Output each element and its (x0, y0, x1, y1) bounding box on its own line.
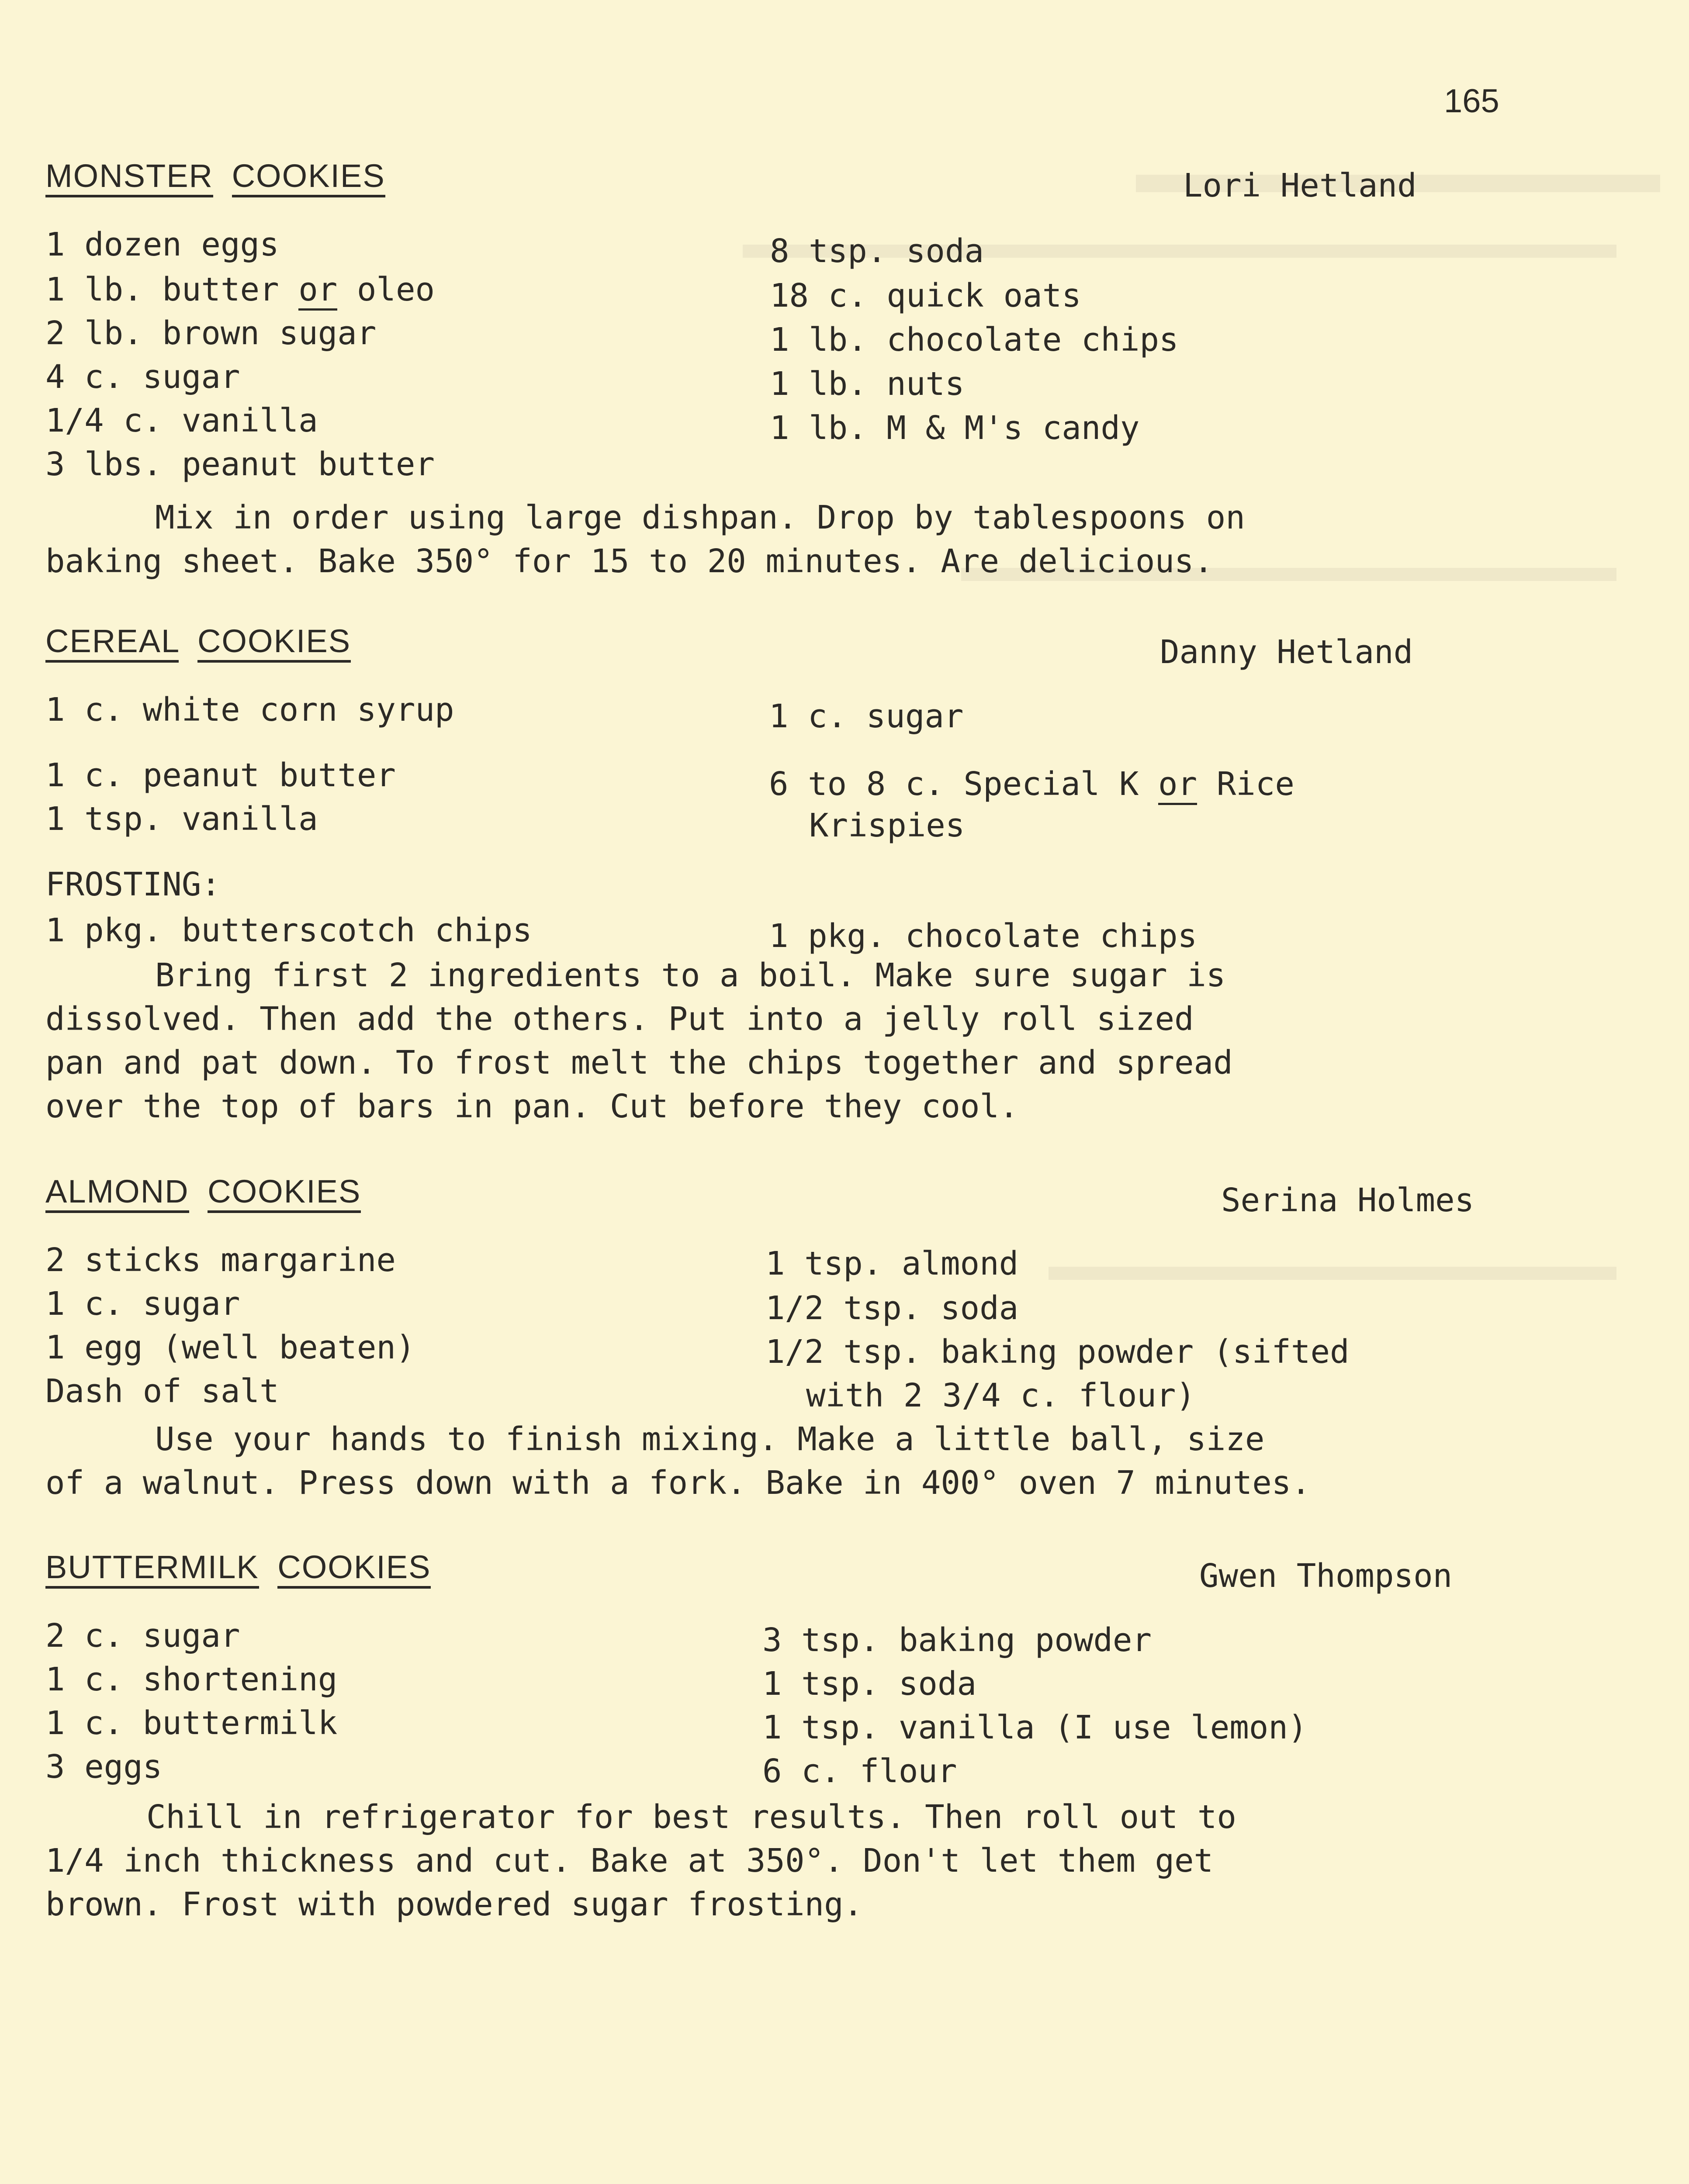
instruction-line: of a walnut. Press down with a fork. Bake in 400° oven 7 minutes. (45, 1464, 1311, 1502)
ingredient: with 2 3/4 c. flour) (806, 1377, 1196, 1414)
recipe-author: Serina Holmes (1221, 1182, 1474, 1219)
ingredient: 1 tsp. vanilla (45, 800, 318, 838)
ingredient: 1/2 tsp. baking powder (sifted (765, 1333, 1350, 1371)
ingredient: 3 eggs (45, 1748, 163, 1786)
instruction-line: dissolved. Then add the others. Put into a jelly roll sized (45, 1000, 1194, 1038)
instruction-line: baking sheet. Bake 350° for 15 to 20 minutes. Are delicious. (45, 543, 1214, 580)
ingredient: Dash of salt (45, 1372, 279, 1410)
ingredient: 2 c. sugar (45, 1617, 240, 1655)
instruction-line: pan and pat down. To frost melt the chips together and spread (45, 1044, 1233, 1082)
ingredient: 1 c. white corn syrup (45, 691, 454, 729)
ingredient: 1 lb. butter or oleo (45, 268, 435, 311)
ingredient: 1 lb. nuts (770, 365, 965, 403)
recipe-title-word: COOKIES (232, 158, 385, 197)
instruction-line: over the top of bars in pan. Cut before they cool. (45, 1088, 1019, 1125)
ingredient: 6 c. flour (762, 1752, 957, 1790)
recipe-title (45, 622, 351, 660)
ingredient: 18 c. quick oats (770, 277, 1081, 314)
recipe-author: Danny Hetland (1160, 633, 1413, 671)
ingredient: 1 pkg. chocolate chips (769, 917, 1198, 955)
ingredient: 1 c. sugar (45, 1285, 240, 1323)
ingredient: Krispies (809, 807, 965, 844)
recipe-title-word: BUTTERMILK (45, 1549, 259, 1589)
or-underlined: or (298, 271, 337, 311)
frosting-label: FROSTING: (45, 866, 221, 903)
ingredient: 6 to 8 c. Special K or Rice (769, 762, 1294, 806)
instruction-line: brown. Frost with powdered sugar frosting. (45, 1886, 863, 1923)
recipe-title (45, 1173, 361, 1210)
ingredient: 1 egg (well beaten) (45, 1329, 415, 1366)
ingredient: 2 sticks margarine (45, 1241, 396, 1279)
ingredient: 2 lb. brown sugar (45, 314, 377, 352)
ingredient: 8 tsp. soda (770, 232, 984, 270)
ingredient: 1/2 tsp. soda (765, 1289, 1019, 1327)
recipe-title-word: CEREAL (45, 623, 179, 663)
recipe-title-word: MONSTER (45, 158, 213, 197)
instruction-line: Use your hands to finish mixing. Make a little ball, size (155, 1420, 1265, 1458)
ingredient: 1 c. peanut butter (45, 757, 396, 794)
recipe-author: Lori Hetland (1183, 167, 1417, 204)
recipe-title (45, 157, 385, 194)
ingredient: 1 tsp. soda (762, 1665, 977, 1703)
ingredient: 3 tsp. baking powder (762, 1621, 1152, 1659)
ingredient: 1 tsp. vanilla (I use lemon) (762, 1709, 1308, 1746)
ingredient: 1 c. sugar (769, 698, 964, 735)
instruction-line: 1/4 inch thickness and cut. Bake at 350°. Don't let them get (45, 1842, 1214, 1880)
ingredient: 1 c. buttermilk (45, 1704, 338, 1742)
recipe-title-word: COOKIES (277, 1549, 431, 1589)
recipe-author: Gwen Thompson (1199, 1557, 1453, 1595)
recipe-title (45, 1548, 431, 1586)
instruction-line: Bring first 2 ingredients to a boil. Make sure sugar is (155, 957, 1226, 994)
instruction-line: Chill in refrigerator for best results. Then roll out to (146, 1798, 1236, 1836)
ingredient: 1 lb. M & M's candy (770, 409, 1140, 447)
instruction-line: Mix in order using large dishpan. Drop by tablespoons on (155, 499, 1245, 536)
page-number: 165 (1444, 83, 1499, 120)
ingredient: 1 pkg. butterscotch chips (45, 912, 532, 949)
ingredient: 1 tsp. almond (765, 1245, 1019, 1282)
ingredient: 1 dozen eggs (45, 226, 279, 263)
ingredient: 1/4 c. vanilla (45, 402, 318, 439)
recipe-title-word: COOKIES (197, 623, 351, 663)
ingredient: 4 c. sugar (45, 358, 240, 396)
ingredient: 3 lbs. peanut butter (45, 446, 435, 483)
ingredient: 1 lb. chocolate chips (770, 321, 1179, 359)
recipe-title-word: ALMOND (45, 1173, 189, 1213)
ingredient: 1 c. shortening (45, 1661, 338, 1698)
or-underlined: or (1158, 765, 1197, 805)
recipe-title-word: COOKIES (208, 1173, 361, 1213)
